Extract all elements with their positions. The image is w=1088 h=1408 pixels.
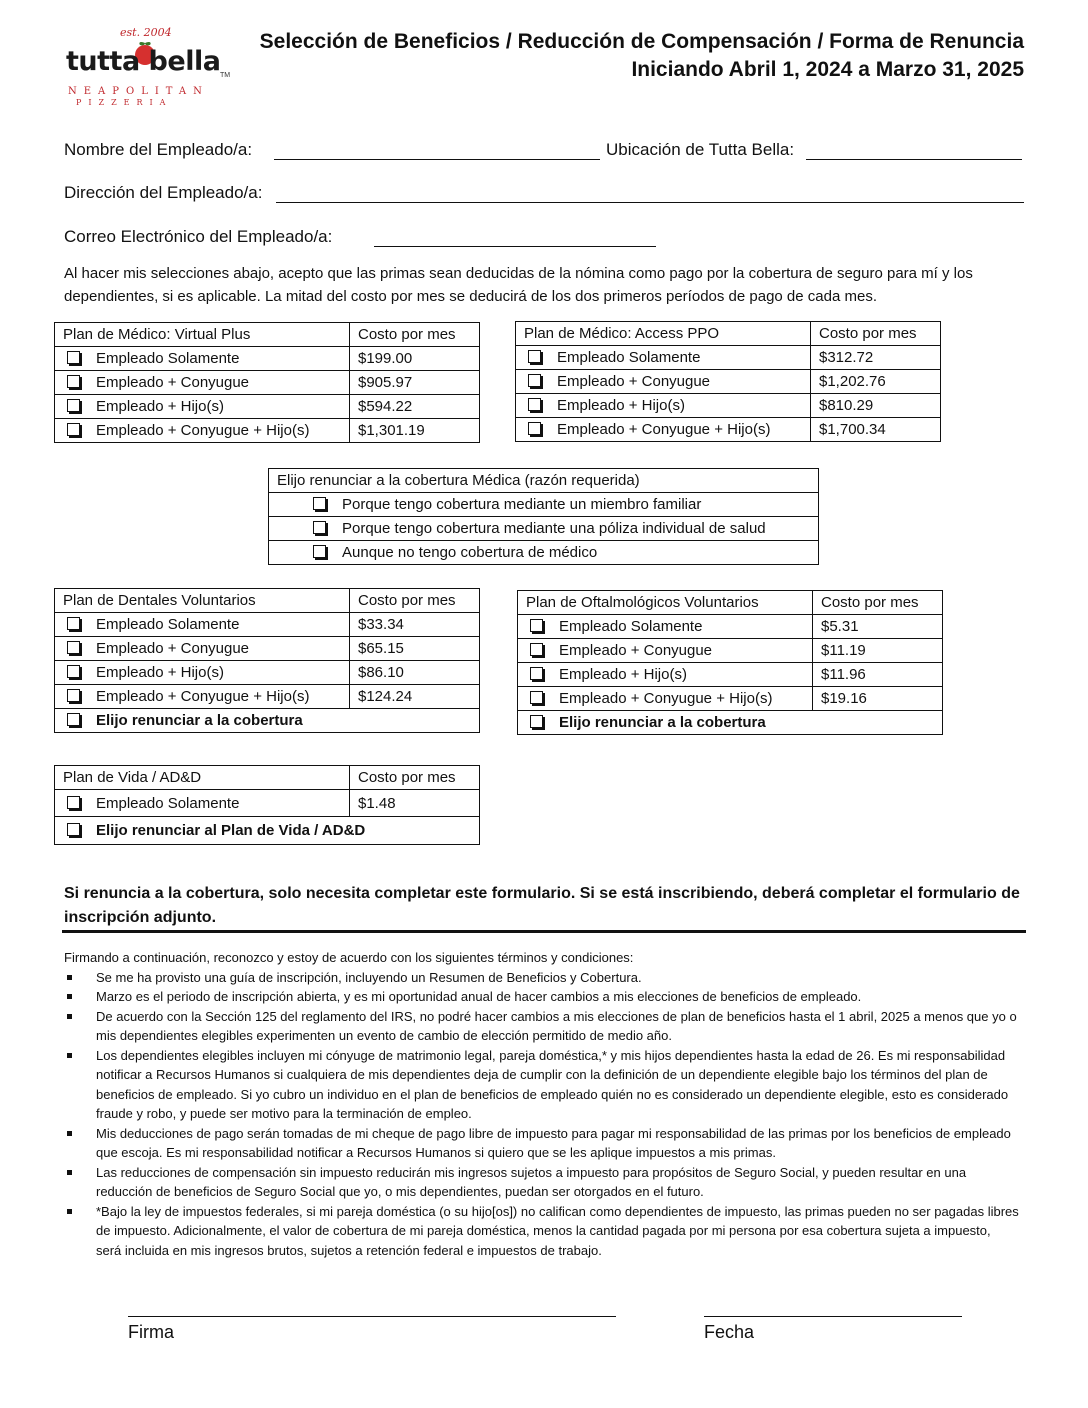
option-label: Empleado + Conyugue + Hijo(s) (96, 422, 310, 439)
cost-value: $594.22 (350, 395, 480, 419)
option-label: Aunque no tengo cobertura de médico (342, 544, 598, 561)
table-row (55, 637, 480, 661)
medical-ppo-header: Plan de Médico: Access PPO (516, 322, 811, 346)
option-label: Empleado + Conyugue + Hijo(s) (96, 688, 310, 705)
life-header: Plan de Vida / AD&D (55, 766, 350, 790)
table-row (55, 347, 480, 371)
vision-header: Plan de Oftalmológicos Voluntarios (518, 591, 813, 615)
list-item: Las reducciones de compensación sin impuesto reducirán mis ingresos sujetos a impuesto para propósitos de Seguro Social, y pueden resultar en una reducción de beneficios de Seguro Social que yo, o mis dependientes, puedan ser otorgados en el futuro. (64, 1163, 1019, 1202)
checkbox[interactable] (528, 398, 541, 411)
checkbox[interactable] (530, 667, 543, 680)
life-table (54, 765, 480, 845)
dental-cost-header: Costo por mes (350, 589, 480, 613)
checkbox[interactable] (67, 351, 80, 364)
checkbox[interactable] (67, 665, 80, 678)
checkbox[interactable] (67, 689, 80, 702)
waive-medical-header: Elijo renunciar a la cobertura Médica (razón requerida) (269, 469, 819, 493)
employee-address-field[interactable] (276, 202, 1024, 203)
signature-field[interactable] (128, 1316, 616, 1317)
option-label: Empleado + Conyugue (96, 374, 250, 391)
option-label: Empleado + Hijo(s) (96, 398, 224, 415)
signature-label: Firma (128, 1322, 174, 1342)
table-row (516, 346, 941, 370)
checkbox[interactable] (67, 641, 80, 654)
table-row (269, 493, 819, 517)
option-label: Porque tengo cobertura mediante una póliza individual de salud (342, 520, 766, 537)
cost-value: $65.15 (350, 637, 480, 661)
logo-neapolitan: NEAPOLITAN (68, 86, 209, 97)
option-label: Empleado + Conyugue (557, 373, 711, 390)
checkbox[interactable] (67, 423, 80, 436)
option-label: Empleado + Hijo(s) (96, 664, 224, 681)
table-row (518, 615, 943, 639)
waive-life-label: Elijo renunciar al Plan de Vida / AD&D (96, 822, 366, 839)
cost-value: $1,301.19 (350, 419, 480, 443)
employee-name-label: Nombre del Empleado/a: (64, 140, 253, 159)
checkbox[interactable] (67, 713, 80, 726)
checkbox[interactable] (313, 545, 326, 558)
medical-virtual-cost-header: Costo por mes (350, 323, 480, 347)
table-row (518, 639, 943, 663)
cost-value: $810.29 (811, 394, 941, 418)
option-label: Empleado Solamente (96, 794, 240, 812)
table-row (55, 371, 480, 395)
checkbox[interactable] (528, 422, 541, 435)
company-logo (62, 26, 232, 107)
table-row (518, 663, 943, 687)
cost-value: $19.16 (813, 687, 943, 711)
list-item: Mis deducciones de pago serán tomadas de mi cheque de pago libre de impuesto para pagar mi responsabilidad de las primas por los beneficios de empleado que escoja. Es mi responsabilidad notificar a Recursos Humanos si quiero que se les aplique impuestos a mis primas. (64, 1124, 1019, 1163)
employee-email-field[interactable] (374, 246, 656, 247)
table-row (55, 395, 480, 419)
notice-text: Si renuncia a la cobertura, solo necesita completar este formulario. Si se está inscribiendo, deberá completar el formulario de inscripción adjunto. (64, 885, 1020, 926)
table-row (269, 517, 819, 541)
terms-intro: Firmando a continuación, reconozco y estoy de acuerdo con los siguientes términos y condiciones: (64, 950, 634, 965)
logo-brand: tutta bella (66, 46, 221, 77)
page-subtitle: Iniciando Abril 1, 2024 a Marzo 31, 2025 (631, 58, 1024, 81)
option-label: Empleado Solamente (559, 618, 703, 635)
option-label: Empleado Solamente (96, 616, 240, 633)
cost-value: $124.24 (350, 685, 480, 709)
table-row (516, 418, 941, 442)
location-field[interactable] (806, 159, 1022, 160)
cost-value: $5.31 (813, 615, 943, 639)
list-item: Los dependientes elegibles incluyen mi cónyuge de matrimonio legal, pareja doméstica,* y mis hijos dependientes hasta la edad de 26. Es mi responsabilidad notificar a Recursos Humanos si cualquiera de mis dependientes deja de cumplir con la definición de un dependiente elegible bajo los términos del plan de beneficios de empleado. Si yo cubro un individuo en el plan de beneficios de empleado quién no es considerado un dependiente elegible, esto es considerado fraude y robo, y puede ser motivo para la terminación de empleo. (64, 1046, 1019, 1124)
medical-virtual-header: Plan de Médico: Virtual Plus (55, 323, 350, 347)
table-row (55, 685, 480, 709)
checkbox[interactable] (530, 643, 543, 656)
option-label: Empleado Solamente (557, 349, 701, 366)
page-title: Selección de Beneficios / Reducción de Compensación / Forma de Renuncia (259, 30, 1024, 53)
table-row (55, 709, 480, 733)
cost-value: $1,700.34 (811, 418, 941, 442)
logo-pizzeria: PIZZERIA (76, 98, 173, 107)
dental-header: Plan de Dentales Voluntarios (55, 589, 350, 613)
list-item: *Bajo la ley de impuestos federales, si mi pareja doméstica (o su hijo[os]) no califican como dependientes de impuesto, las primas pueden no ser pagadas libres de impuesto. Adicionalmente, el valor de cobertura de mi pareja doméstica, menos la cantidad pagada por mi persona por esa cobertura sujeta a impuesto, será incluida en mis ingresos brutos, sujetos a retención federal e impuestos de trabajo. (64, 1202, 1019, 1261)
location-label: Ubicación de Tutta Bella: (606, 140, 795, 159)
date-label: Fecha (704, 1322, 755, 1342)
life-cost-header: Costo por mes (350, 766, 480, 790)
option-label: Empleado + Hijo(s) (557, 397, 685, 414)
employee-address-label: Dirección del Empleado/a: (64, 183, 263, 202)
list-item: Marzo es el periodo de inscripción abierta, y es mi oportunidad anual de hacer cambios a mis elecciones de beneficios de empleado. (64, 987, 1019, 1007)
medical-ppo-cost-header: Costo por mes (811, 322, 941, 346)
cost-value: $33.34 (350, 613, 480, 637)
medical-ppo-table (515, 321, 941, 442)
option-label: Empleado + Conyugue (559, 642, 713, 659)
waive-vision-label: Elijo renunciar a la cobertura (559, 714, 766, 731)
checkbox[interactable] (67, 823, 80, 836)
intro-text: Al hacer mis selecciones abajo, acepto que las primas sean deducidas de la nómina como pago por la cobertura de seguro para mí y los dependientes, si es aplicable. La mitad del costo por mes se deducirá de los dos primeros períodos de pago de cada mes. (64, 265, 973, 305)
option-label: Porque tengo cobertura mediante un miembro familiar (342, 496, 702, 513)
checkbox[interactable] (67, 375, 80, 388)
checkbox[interactable] (67, 617, 80, 630)
table-row (518, 687, 943, 711)
cost-value: $312.72 (811, 346, 941, 370)
logo-est: est. 2004 (120, 26, 172, 39)
cost-value: $11.96 (813, 663, 943, 687)
waive-dental-label: Elijo renunciar a la cobertura (96, 712, 303, 729)
cost-value: $905.97 (350, 371, 480, 395)
vision-cost-header: Costo por mes (813, 591, 943, 615)
table-row (55, 661, 480, 685)
list-item: De acuerdo con la Sección 125 del reglamento del IRS, no podré hacer cambios a mis elecciones de plan de beneficios hasta el 1 abril, 2025 a menos que yo o mis dependientes elegibles experimenten un evento de cambio de elección permitido de medio año. (64, 1007, 1019, 1046)
checkbox[interactable] (530, 619, 543, 632)
employee-email-label: Correo Electrónico del Empleado/a: (64, 227, 333, 246)
list-item: Se me ha provisto una guía de inscripción, incluyendo un Resumen de Beneficios y Cobertura. (64, 968, 1019, 988)
employee-name-field[interactable] (274, 159, 600, 160)
checkbox[interactable] (528, 374, 541, 387)
dental-table (54, 588, 480, 733)
cost-value: $199.00 (350, 347, 480, 371)
logo-tm: TM (220, 72, 231, 79)
table-row (516, 370, 941, 394)
option-label: Empleado + Hijo(s) (559, 666, 687, 683)
form-title (260, 28, 1024, 84)
cost-value: $1.48 (350, 790, 480, 817)
option-label: Empleado + Conyugue (96, 640, 250, 657)
cost-value: $1,202.76 (811, 370, 941, 394)
terms-section (64, 948, 1019, 1260)
table-row (55, 817, 480, 845)
terms-list (64, 968, 1019, 1261)
table-row (269, 541, 819, 565)
checkbox[interactable] (67, 399, 80, 412)
cost-value: $86.10 (350, 661, 480, 685)
option-label: Empleado + Conyugue + Hijo(s) (559, 690, 773, 707)
checkbox[interactable] (313, 497, 326, 510)
table-row (516, 394, 941, 418)
checkbox[interactable] (67, 796, 80, 809)
table-row (518, 711, 943, 735)
checkbox[interactable] (530, 691, 543, 704)
table-row (55, 790, 480, 817)
table-row (55, 613, 480, 637)
option-label: Empleado + Conyugue + Hijo(s) (557, 421, 771, 438)
checkbox[interactable] (528, 350, 541, 363)
divider (62, 930, 1026, 933)
waive-medical-table (268, 468, 819, 565)
table-row (55, 419, 480, 443)
option-label: Empleado Solamente (96, 350, 240, 367)
medical-virtual-table (54, 322, 480, 443)
date-field[interactable] (704, 1316, 962, 1317)
cost-value: $11.19 (813, 639, 943, 663)
vision-table (517, 590, 943, 735)
checkbox[interactable] (313, 521, 326, 534)
checkbox[interactable] (530, 715, 543, 728)
